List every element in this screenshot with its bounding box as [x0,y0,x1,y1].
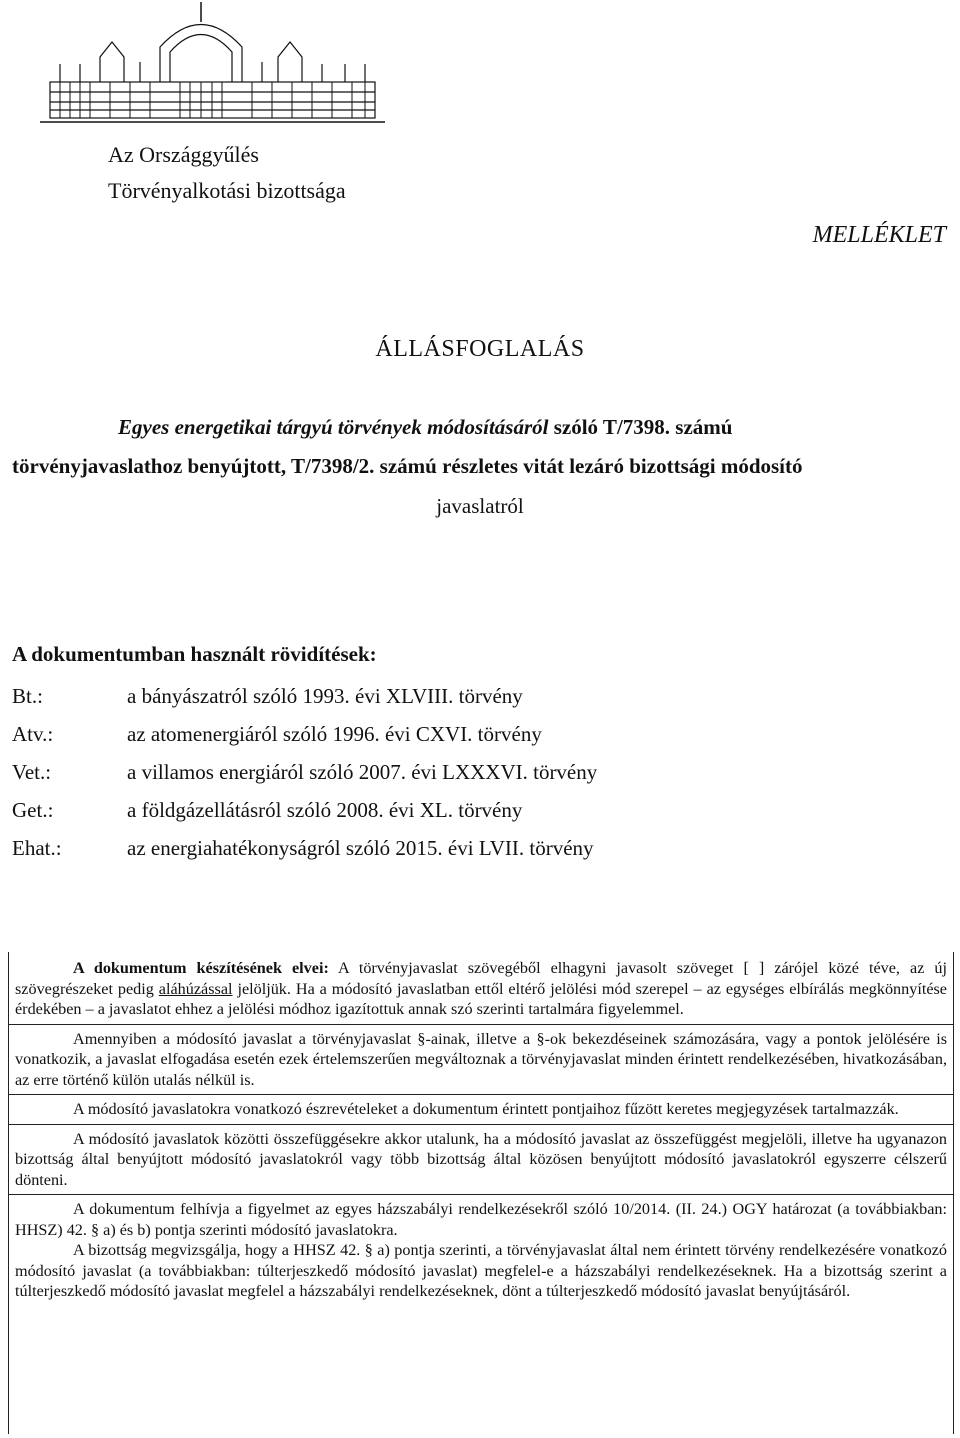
abbreviation-row [12,798,522,823]
committee-name: Törvényalkotási bizottsága [108,178,346,203]
hhsz-text-a: A dokumentum felhívja a figyelmet az egyes házszabályi rendelkezésekről szóló 10/2014. (II. 24.) OGY határozat (a továbbiakban: HHSZ) 42. § a) és b) pontja szerinti módosító javaslatokra. [15,1200,947,1239]
info-paragraph-remarks [9,1099,953,1120]
abbreviation-row [12,760,597,785]
principles-text-b: jelöljük. Ha a módosító javaslatban ettől eltérő jelölési mód szerepel – az egységes elbírálás megkönnyítése érdekében – a javaslatot ehhez a jelölési módhoz igazítottuk annak szó szerinti tartalmára figyelemmel. [15,979,947,1018]
abbreviation-value: a villamos energiáról szóló 2007. évi LXXXVI. törvény [127,760,598,784]
info-paragraph-hhsz [9,1199,953,1302]
divider [9,1094,953,1095]
info-paragraph-connections [9,1129,953,1191]
abbreviation-key: Ehat.: [12,836,62,860]
remarks-text: A módosító javaslatokra vonatkozó észrevételeket a dokumentum érintett pontjaihoz fűzött keretes megjegyzések tartalmazzák. [73,1100,899,1118]
hhsz-text-b: A bizottság megvizsgálja, hogy a HHSZ 42. § a) pontja szerinti, a törvényjavaslat által nem érintett törvény rendelkezésére vonatkozó módosító javaslat (a továbbiakban: túlterjeszkedő módosító javaslat) megfelel-e a házszabályi rendelkezéseknek. Ha a bizottság szerint a túlterjeszkedő módosító javaslat megfelel a házszabályi rendelkezéseknek, dönt a túlterjeszkedő módosító javaslat benyújtásáról. [15,1241,947,1300]
info-box [8,952,954,1434]
abbreviation-value: az energiahatékonyságról szóló 2015. évi LVII. törvény [127,836,594,860]
subject-line-1 [118,415,732,440]
subject-line-1-rest: szóló T/7398. számú [548,415,733,439]
info-paragraph-numbering [9,1029,953,1091]
divider [9,1194,953,1195]
abbreviation-value: az atomenergiáról szóló 1996. évi CXVI. törvény [127,722,542,746]
abbreviation-value: a bányászatról szóló 1993. évi XLVIII. törvény [127,684,523,708]
abbreviation-key: Vet.: [12,760,52,784]
abbreviation-key: Bt.: [12,684,43,708]
divider [9,1024,953,1025]
abbreviation-key: Atv.: [12,722,54,746]
subject-line-3: javaslatról [436,494,524,518]
connections-text: A módosító javaslatok közötti összefüggésekre akkor utalunk, ha a módosító javaslat az összefüggést megjelöli, illetve ha ugyanazon bizottság által benyújtott módosító javaslatokról vagy több bizottság által közösen benyújtott módosító javaslatokról egyszerre célszerű dönteni. [15,1129,947,1189]
principles-text-a: A törvényjavaslat szövegéből elhagyni javasolt szöveget [ ] zárójel közé téve, az új szövegrészeket pedig [15,959,948,998]
subject-law-title: Egyes energetikai tárgyú törvények módosításáról [118,415,549,439]
abbreviation-row [12,684,523,709]
abbreviation-value: a földgázellátásról szóló 2008. évi XL. törvény [127,798,523,822]
abbreviation-key: Get.: [12,798,54,822]
subject-line-2: törvényjavaslathoz benyújtott, T/7398/2. számú részletes vitát lezáró bizottsági módosító [12,454,803,478]
abbreviation-row [12,722,542,747]
parliament-logo [40,2,385,126]
principles-label: A dokumentum készítésének elvei: [73,959,329,977]
divider [9,1124,953,1125]
annex-label: MELLÉKLET [812,222,946,248]
abbreviations-heading: A dokumentumban használt rövidítések: [12,642,377,666]
numbering-text: Amennyiben a módosító javaslat a törvényjavaslat §-ainak, illetve a §-ok bekezdéseinek számozására, vagy a pontok jelölésére is vonatkozik, a javaslat elfogadása esetén ezek értelemszerűen megváltoznak a törvényjavaslat minden érintett rendelkezésében, hivatkozásában, az erre történő külön utalás nélkül is. [15,1029,947,1089]
info-paragraph-principles [9,958,953,1020]
org-name: Az Országgyűlés [108,142,259,167]
underline-example: aláhúzással [158,979,233,998]
document-title: ÁLLÁSFOGLALÁS [375,336,585,362]
abbreviation-row [12,836,594,861]
